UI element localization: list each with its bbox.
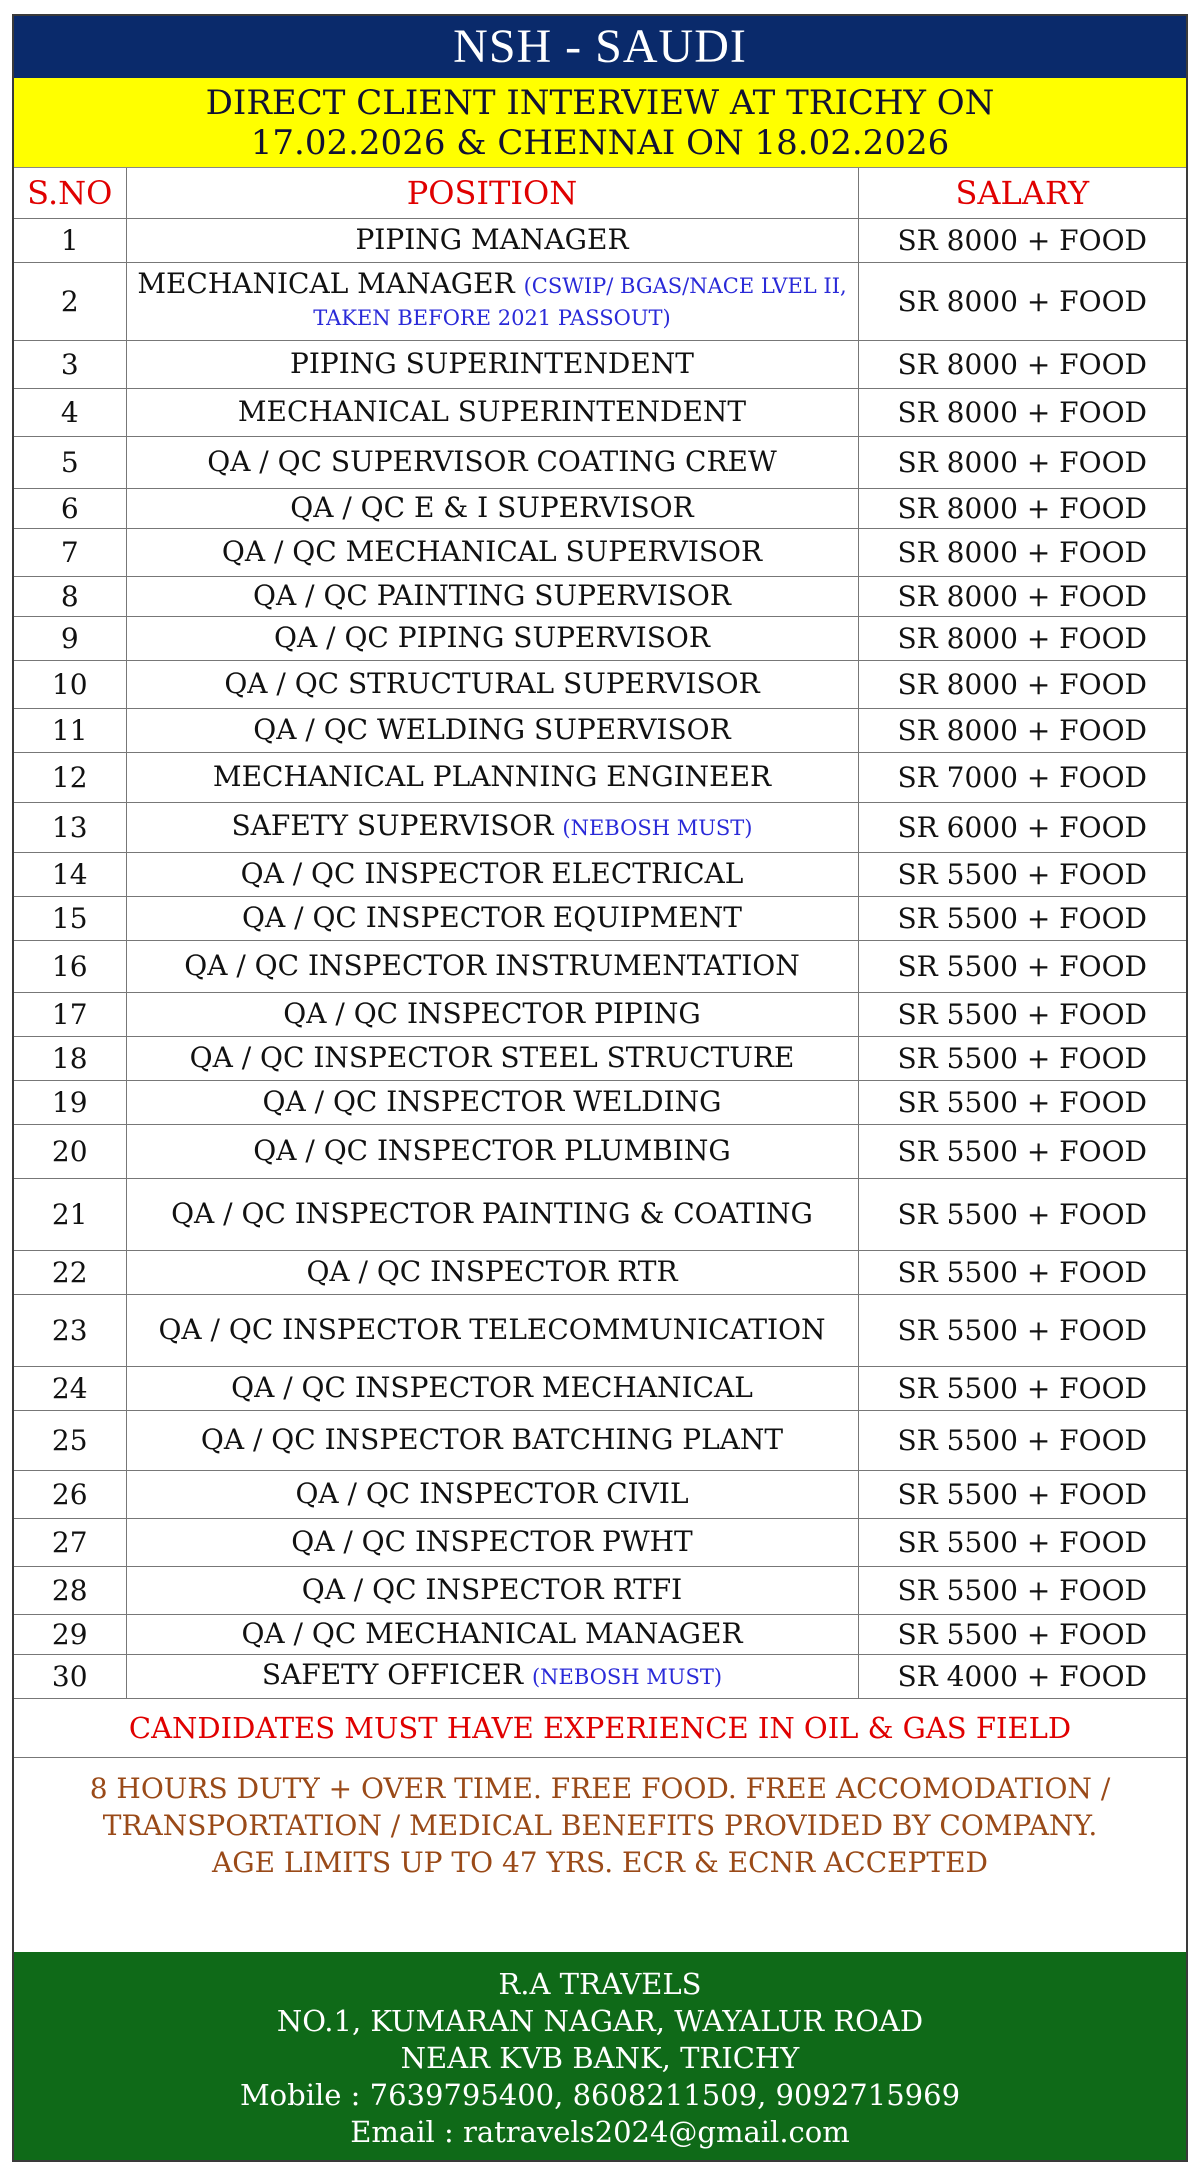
- row-position: [126, 340, 858, 388]
- position-title: QA / QC INSPECTOR MECHANICAL: [231, 1371, 753, 1404]
- position-title: QA / QC INSPECTOR WELDING: [262, 1085, 722, 1118]
- row-salary: SR 5500 + FOOD: [858, 1124, 1186, 1178]
- row-position: [126, 576, 858, 616]
- row-sno: 9: [14, 616, 126, 660]
- row-position: [126, 940, 858, 992]
- row-sno: 2: [14, 262, 126, 340]
- table-row: [14, 1124, 1186, 1178]
- address-line-1: NO.1, KUMARAN NAGAR, WAYALUR ROAD: [276, 2004, 924, 2038]
- row-position: [126, 488, 858, 528]
- row-position: [126, 218, 858, 262]
- position-title: QA / QC INSPECTOR PLUMBING: [253, 1134, 731, 1167]
- row-salary: SR 8000 + FOOD: [858, 708, 1186, 752]
- row-position: [126, 1178, 858, 1250]
- row-position: [126, 852, 858, 896]
- row-position: [126, 1080, 858, 1124]
- table-row: [14, 388, 1186, 436]
- row-sno: 3: [14, 340, 126, 388]
- position-title: QA / QC INSPECTOR ELECTRICAL: [240, 857, 744, 890]
- flyer-title: NSH - SAUDI: [14, 16, 1186, 78]
- row-position: [126, 1518, 858, 1566]
- row-position: [126, 1566, 858, 1614]
- row-position: [126, 1366, 858, 1410]
- table-row: [14, 528, 1186, 576]
- row-salary: SR 5500 + FOOD: [858, 1250, 1186, 1294]
- row-salary: SR 8000 + FOOD: [858, 436, 1186, 488]
- row-sno: 8: [14, 576, 126, 616]
- position-note: (NEBOSH MUST): [531, 1665, 723, 1689]
- position-title: PIPING SUPERINTENDENT: [290, 347, 694, 380]
- row-sno: 22: [14, 1250, 126, 1294]
- mobile-numbers: Mobile : 7639795400, 8608211509, 9092715969: [239, 2078, 961, 2112]
- table-row: [14, 752, 1186, 802]
- table-row: [14, 1036, 1186, 1080]
- table-header-row: [14, 168, 1186, 218]
- row-sno: 20: [14, 1124, 126, 1178]
- row-position: [126, 1294, 858, 1366]
- position-title: MECHANICAL MANAGER: [137, 267, 515, 300]
- row-sno: 23: [14, 1294, 126, 1366]
- row-sno: 19: [14, 1080, 126, 1124]
- row-sno: 21: [14, 1178, 126, 1250]
- row-salary: SR 5500 + FOOD: [858, 852, 1186, 896]
- row-position: [126, 1124, 858, 1178]
- row-position: [126, 752, 858, 802]
- table-row: [14, 616, 1186, 660]
- row-position: [126, 1036, 858, 1080]
- row-position: [126, 1614, 858, 1654]
- row-position: [126, 802, 858, 852]
- position-title: PIPING MANAGER: [355, 223, 629, 256]
- row-salary: SR 5500 + FOOD: [858, 896, 1186, 940]
- row-salary: SR 5500 + FOOD: [858, 1080, 1186, 1124]
- company-name: R.A TRAVELS: [498, 1967, 702, 2001]
- row-salary: SR 8000 + FOOD: [858, 262, 1186, 340]
- row-salary: SR 5500 + FOOD: [858, 1294, 1186, 1366]
- position-title: SAFETY SUPERVISOR: [231, 809, 554, 842]
- position-title: QA / QC MECHANICAL MANAGER: [241, 1617, 743, 1650]
- table-row: [14, 1178, 1186, 1250]
- position-title: QA / QC INSPECTOR RTFI: [301, 1573, 683, 1606]
- address-line-2: NEAR KVB BANK, TRICHY: [400, 2041, 800, 2075]
- row-position: [126, 388, 858, 436]
- row-salary: SR 8000 + FOOD: [858, 388, 1186, 436]
- row-salary: SR 8000 + FOOD: [858, 340, 1186, 388]
- row-position: [126, 1250, 858, 1294]
- row-sno: 14: [14, 852, 126, 896]
- table-row: [14, 1654, 1186, 1698]
- row-sno: 15: [14, 896, 126, 940]
- table-row: [14, 1410, 1186, 1470]
- row-salary: SR 5500 + FOOD: [858, 940, 1186, 992]
- position-title: QA / QC INSPECTOR TELECOMMUNICATION: [158, 1313, 826, 1346]
- row-salary: SR 5500 + FOOD: [858, 1566, 1186, 1614]
- table-row: [14, 576, 1186, 616]
- row-sno: 26: [14, 1470, 126, 1518]
- row-salary: SR 8000 + FOOD: [858, 218, 1186, 262]
- position-title: QA / QC WELDING SUPERVISOR: [253, 713, 731, 746]
- position-title: QA / QC INSPECTOR RTR: [306, 1255, 678, 1288]
- row-position: [126, 262, 858, 340]
- row-salary: SR 5500 + FOOD: [858, 1518, 1186, 1566]
- row-position: [126, 1470, 858, 1518]
- column-header-sno: S.NO: [14, 168, 126, 218]
- row-sno: 11: [14, 708, 126, 752]
- table-row: [14, 1518, 1186, 1566]
- table-row: [14, 708, 1186, 752]
- position-title: QA / QC E & I SUPERVISOR: [290, 491, 694, 524]
- row-sno: 4: [14, 388, 126, 436]
- positions-table: [14, 168, 1186, 1699]
- position-title: QA / QC PAINTING SUPERVISOR: [253, 579, 731, 612]
- position-note: (NEBOSH MUST): [562, 816, 753, 840]
- row-position: [126, 660, 858, 708]
- row-sno: 17: [14, 992, 126, 1036]
- table-row: [14, 1614, 1186, 1654]
- benefits-line-1: 8 HOURS DUTY + OVER TIME. FREE FOOD. FREE ACCOMODATION /: [89, 1771, 1111, 1805]
- position-note: (CSWIP/ BGAS/NACE LVEL II, TAKEN BEFORE 2021 PASSOUT): [313, 274, 847, 330]
- row-sno: 16: [14, 940, 126, 992]
- row-sno: 5: [14, 436, 126, 488]
- interview-line-2: 17.02.2026 & CHENNAI ON 18.02.2026: [250, 123, 950, 163]
- position-title: SAFETY OFFICER: [261, 1658, 524, 1691]
- row-position: [126, 896, 858, 940]
- row-salary: SR 5500 + FOOD: [858, 1178, 1186, 1250]
- row-position: [126, 528, 858, 576]
- row-salary: SR 8000 + FOOD: [858, 576, 1186, 616]
- row-salary: SR 5500 + FOOD: [858, 1614, 1186, 1654]
- email-address: Email : ratravels2024@gmail.com: [350, 2115, 850, 2149]
- row-sno: 6: [14, 488, 126, 528]
- table-row: [14, 262, 1186, 340]
- row-salary: SR 8000 + FOOD: [858, 616, 1186, 660]
- row-position: [126, 616, 858, 660]
- row-position: [126, 1410, 858, 1470]
- row-salary: SR 5500 + FOOD: [858, 1036, 1186, 1080]
- position-title: QA / QC INSPECTOR EQUIPMENT: [242, 901, 742, 934]
- table-row: [14, 1294, 1186, 1366]
- job-flyer: [12, 14, 1188, 2162]
- table-row: [14, 488, 1186, 528]
- row-salary: SR 6000 + FOOD: [858, 802, 1186, 852]
- row-sno: 30: [14, 1654, 126, 1698]
- benefits-line-2: TRANSPORTATION / MEDICAL BENEFITS PROVIDED BY COMPANY.: [102, 1808, 1098, 1842]
- row-salary: SR 4000 + FOOD: [858, 1654, 1186, 1698]
- row-position: [126, 708, 858, 752]
- column-header-salary: SALARY: [858, 168, 1186, 218]
- position-title: QA / QC INSPECTOR CIVIL: [295, 1477, 689, 1510]
- row-salary: SR 5500 + FOOD: [858, 1410, 1186, 1470]
- row-sno: 28: [14, 1566, 126, 1614]
- row-sno: 7: [14, 528, 126, 576]
- column-header-position: POSITION: [126, 168, 858, 218]
- table-row: [14, 218, 1186, 262]
- row-sno: 10: [14, 660, 126, 708]
- row-salary: SR 5500 + FOOD: [858, 1470, 1186, 1518]
- row-salary: SR 8000 + FOOD: [858, 660, 1186, 708]
- position-title: QA / QC STRUCTURAL SUPERVISOR: [224, 667, 760, 700]
- table-row: [14, 436, 1186, 488]
- table-row: [14, 1080, 1186, 1124]
- table-row: [14, 1250, 1186, 1294]
- interview-line-1: DIRECT CLIENT INTERVIEW AT TRICHY ON: [205, 83, 995, 123]
- table-row: [14, 896, 1186, 940]
- position-title: QA / QC INSPECTOR STEEL STRUCTURE: [189, 1041, 795, 1074]
- row-position: [126, 436, 858, 488]
- table-row: [14, 1366, 1186, 1410]
- position-title: QA / QC INSPECTOR PWHT: [291, 1525, 693, 1558]
- position-title: QA / QC MECHANICAL SUPERVISOR: [221, 535, 763, 568]
- row-sno: 12: [14, 752, 126, 802]
- row-position: [126, 992, 858, 1036]
- table-row: [14, 660, 1186, 708]
- position-title: QA / QC INSPECTOR PAINTING & COATING: [171, 1197, 813, 1230]
- row-salary: SR 8000 + FOOD: [858, 528, 1186, 576]
- row-sno: 29: [14, 1614, 126, 1654]
- position-title: QA / QC PIPING SUPERVISOR: [274, 621, 710, 654]
- row-salary: SR 8000 + FOOD: [858, 488, 1186, 528]
- position-title: QA / QC INSPECTOR PIPING: [283, 997, 701, 1030]
- row-sno: 24: [14, 1366, 126, 1410]
- contact-footer: [14, 1952, 1186, 2160]
- row-position: [126, 1654, 858, 1698]
- table-row: [14, 1470, 1186, 1518]
- table-row: [14, 940, 1186, 992]
- table-row: [14, 802, 1186, 852]
- row-sno: 18: [14, 1036, 126, 1080]
- row-sno: 13: [14, 802, 126, 852]
- table-row: [14, 992, 1186, 1036]
- table-row: [14, 852, 1186, 896]
- row-sno: 25: [14, 1410, 126, 1470]
- row-salary: SR 7000 + FOOD: [858, 752, 1186, 802]
- row-sno: 27: [14, 1518, 126, 1566]
- position-title: QA / QC SUPERVISOR COATING CREW: [207, 445, 777, 478]
- benefits-line-3: AGE LIMITS UP TO 47 YRS. ECR & ECNR ACCEPTED: [212, 1845, 988, 1879]
- benefits-text: [14, 1758, 1186, 1888]
- experience-requirement: CANDIDATES MUST HAVE EXPERIENCE IN OIL & GAS FIELD: [14, 1699, 1186, 1758]
- table-row: [14, 340, 1186, 388]
- position-title: MECHANICAL SUPERINTENDENT: [237, 395, 747, 428]
- table-row: [14, 1566, 1186, 1614]
- position-title: MECHANICAL PLANNING ENGINEER: [212, 760, 772, 793]
- row-sno: 1: [14, 218, 126, 262]
- row-salary: SR 5500 + FOOD: [858, 992, 1186, 1036]
- row-salary: SR 5500 + FOOD: [858, 1366, 1186, 1410]
- position-title: QA / QC INSPECTOR BATCHING PLANT: [200, 1423, 784, 1456]
- interview-banner: [14, 78, 1186, 168]
- position-title: QA / QC INSPECTOR INSTRUMENTATION: [184, 949, 800, 982]
